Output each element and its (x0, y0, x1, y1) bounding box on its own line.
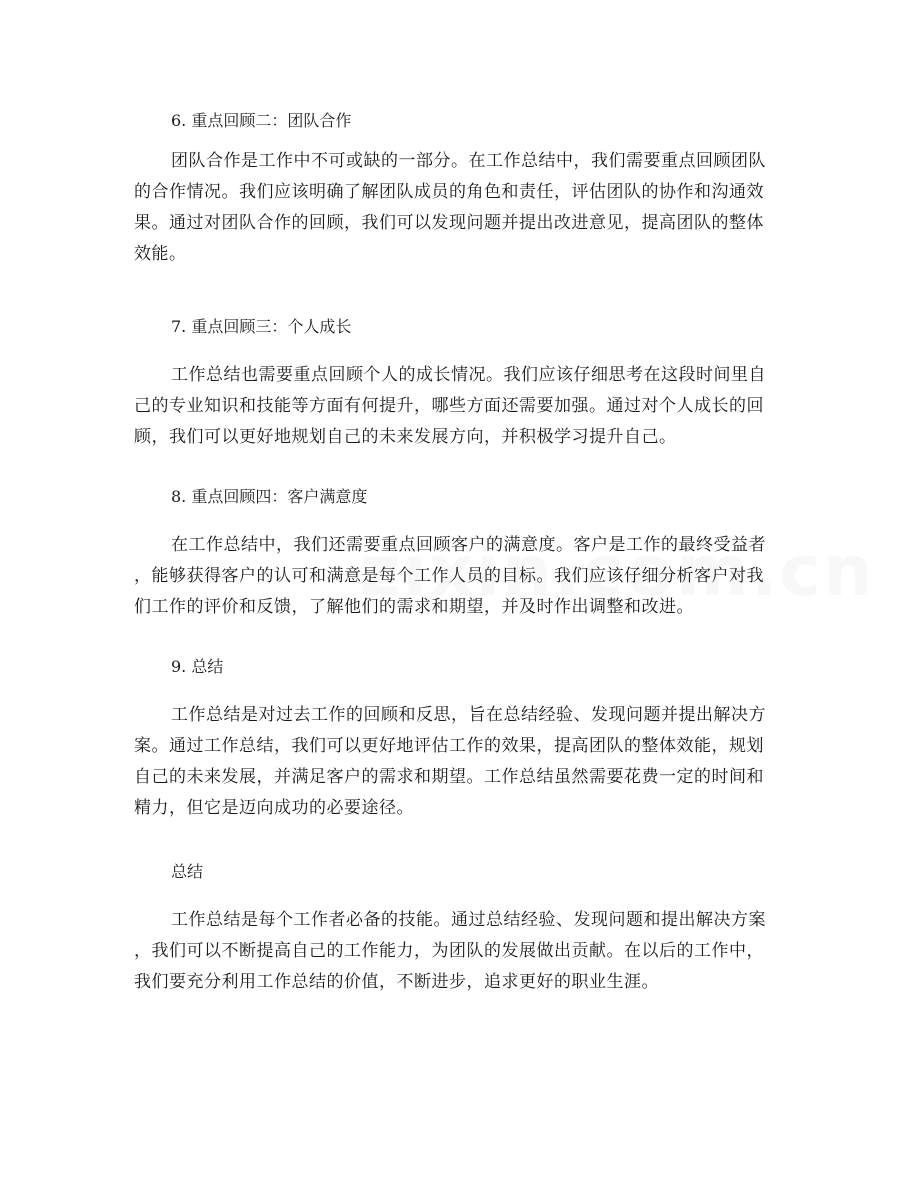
paragraph-line: 工作总结是对过去工作的回顾和反思，旨在总结经验、发现问题并提出解决方 (171, 705, 766, 725)
paragraph-line: 们工作的评价和反馈，了解他们的需求和期望，并及时作出调整和改进。 (134, 597, 694, 617)
section-paragraph (134, 530, 794, 623)
section-paragraph (134, 700, 794, 824)
paragraph-line: 果。通过对团队合作的回顾，我们可以发现问题并提出改进意见，提高团队的整体 (134, 213, 764, 233)
paragraph-line: 顾，我们可以更好地规划自己的未来发展方向，并积极学习提升自己。 (134, 427, 677, 447)
section-paragraph (134, 146, 794, 270)
paragraph-line: 精力，但它是迈向成功的必要途径。 (134, 798, 414, 818)
paragraph-line: 自己的未来发展，并满足客户的需求和期望。工作总结虽然需要花费一定的时间和 (134, 767, 764, 787)
section-paragraph (134, 360, 794, 453)
paragraph-line: 己的专业知识和技能等方面有何提升，哪些方面还需要加强。通过对个人成长的回 (134, 396, 764, 416)
section-heading: 8. 重点回顾四：客户满意度 (171, 487, 368, 506)
section-heading: 总结 (171, 862, 204, 881)
section-heading: 9. 总结 (171, 657, 224, 676)
section-heading: 6. 重点回顾二：团队合作 (171, 111, 352, 130)
paragraph-line: 的合作情况。我们应该明确了解团队成员的角色和责任，评估团队的协作和沟通效 (134, 182, 764, 202)
paragraph-line: ，我们可以不断提高自己的工作能力，为团队的发展做出贡献。在以后的工作中， (134, 941, 764, 961)
section-paragraph (134, 905, 794, 998)
paragraph-line: 案。通过工作总结，我们可以更好地评估工作的效果，提高团队的整体效能，规划 (134, 736, 764, 756)
paragraph-line: ，能够获得客户的认可和满意是每个工作人员的目标。我们应该仔细分析客户对我 (134, 566, 764, 586)
paragraph-line: 工作总结也需要重点回顾个人的成长情况。我们应该仔细思考在这段时间里自 (171, 365, 766, 385)
section-heading: 7. 重点回顾三：个人成长 (171, 317, 352, 336)
paragraph-line: 我们要充分利用工作总结的价值，不断进步，追求更好的职业生涯。 (134, 972, 659, 992)
paragraph-line: 效能。 (134, 244, 187, 264)
paragraph-line: 在工作总结中，我们还需要重点回顾客户的满意度。客户是工作的最终受益者 (171, 535, 766, 555)
paragraph-line: 工作总结是每个工作者必备的技能。通过总结经验、发现问题和提出解决方案 (171, 910, 766, 930)
paragraph-line: 团队合作是工作中不可或缺的一部分。在工作总结中，我们需要重点回顾团队 (171, 151, 766, 171)
